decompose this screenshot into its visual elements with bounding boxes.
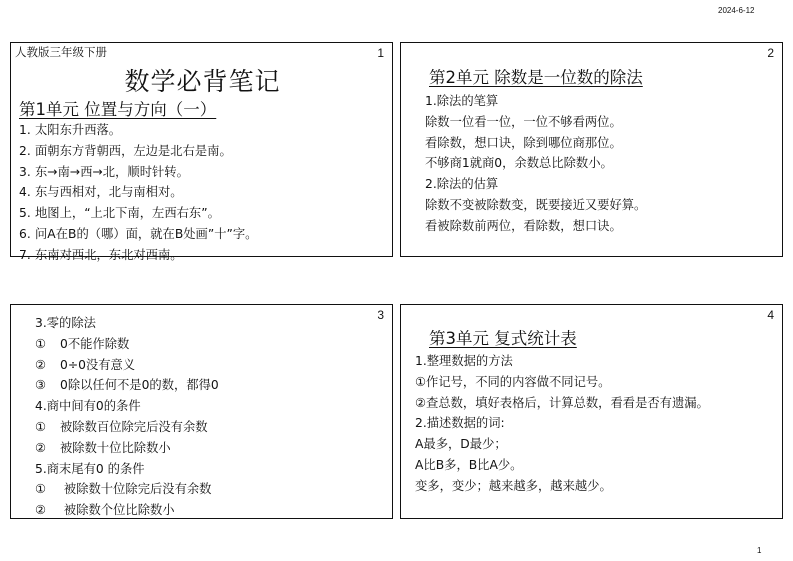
list-item <box>19 245 257 266</box>
line-text: 被除数十位比除数小 <box>60 440 171 455</box>
note-line: 除数不变被除数变，既要接近又要好算。 <box>425 197 647 212</box>
circled-number: ③ <box>35 378 47 393</box>
list-item <box>19 203 257 224</box>
textbook-tag: 人教版三年级下册 <box>15 45 107 59</box>
line-text: 0不能作除数 <box>60 336 130 351</box>
note-lines <box>35 313 219 521</box>
note-line <box>35 355 219 376</box>
note-line <box>35 313 219 334</box>
item-number: 6. <box>19 226 31 241</box>
note-line: 看被除数前两位，看除数，想口诀。 <box>425 218 622 233</box>
note-line: ①作记号，不同的内容做不同记号。 <box>415 374 611 389</box>
circled-number: ② <box>35 440 47 455</box>
line-text: 被除数百位除完后没有余数 <box>60 419 208 434</box>
note-line <box>35 479 219 500</box>
item-number: 2. <box>19 143 31 158</box>
note-line <box>35 375 219 396</box>
slide-4 <box>400 304 783 519</box>
slide-1 <box>10 42 393 262</box>
note-line: 1.整理数据的方法 <box>415 354 513 368</box>
note-line: ②查总数，填好表格后，计算总数，看看是否有遗漏。 <box>415 395 709 410</box>
line-text: 被除数十位除完后没有余数 <box>60 482 212 497</box>
note-line: 看除数，想口诀，除到哪位商那位。 <box>425 135 622 150</box>
note-line <box>35 438 219 459</box>
item-text: 问A在B的（哪）面，就在B处画”十”字。 <box>35 226 258 241</box>
item-text: 地图上，“上北下南，左西右东”。 <box>35 206 220 221</box>
note-lines <box>425 91 646 237</box>
item-text: 面朝东方背朝西，左边是北右是南。 <box>35 143 232 158</box>
note-line: 2.描述数据的词: <box>415 416 505 431</box>
item-number: 3. <box>19 164 31 179</box>
note-line: 变多，变少；越来越多，越来越少。 <box>415 478 612 493</box>
note-line <box>35 459 219 480</box>
line-text: 5.商末尾有0 的条件 <box>35 461 145 476</box>
list-item <box>19 141 257 162</box>
note-list <box>19 120 257 266</box>
item-text: 太阳东升西落。 <box>35 123 122 137</box>
note-line: 2.除法的估算 <box>425 177 499 192</box>
line-text: 4.商中间有0的条件 <box>35 399 141 414</box>
note-line: A最多，D最少； <box>415 437 507 452</box>
item-text: 东南对西北，东北对西南。 <box>35 247 183 262</box>
item-number: 4. <box>19 185 31 200</box>
item-text: 东与西相对，北与南相对。 <box>35 185 183 200</box>
line-text: 0除以任何不是0的数，都得0 <box>60 378 219 393</box>
list-item <box>19 182 257 203</box>
slide-number: 1 <box>377 46 384 60</box>
note-line <box>35 334 219 355</box>
slide-number: 2 <box>767 46 774 60</box>
item-number: 1. <box>19 123 31 137</box>
item-number: 7. <box>19 247 31 262</box>
list-item <box>19 162 257 183</box>
slide-number: 4 <box>767 308 774 322</box>
unit-title: 第2单元 除数是一位数的除法 <box>429 68 643 87</box>
unit-title: 第3单元 复式统计表 <box>429 329 577 348</box>
slide-number: 3 <box>377 308 384 322</box>
list-item <box>19 120 257 141</box>
circled-number: ② <box>35 503 47 518</box>
note-line: 1.除法的笔算 <box>425 94 499 108</box>
circled-number: ① <box>35 482 47 497</box>
note-lines <box>415 351 709 497</box>
circled-number: ② <box>35 357 47 372</box>
note-line: 除数一位看一位，一位不够看两位。 <box>425 114 622 129</box>
unit-title: 第1单元 位置与方向（一） <box>19 100 217 119</box>
header-date: 2024-6-12 <box>718 6 755 15</box>
page-number: 1 <box>757 546 762 555</box>
note-line <box>35 500 219 521</box>
note-line <box>35 417 219 438</box>
item-number: 5. <box>19 206 31 221</box>
slide-2 <box>400 42 783 257</box>
line-text: 3.零的除法 <box>35 316 96 330</box>
list-item <box>19 224 257 245</box>
circled-number: ① <box>35 419 47 434</box>
notes-title: 数学必背笔记 <box>124 67 281 96</box>
note-line <box>35 396 219 417</box>
slide-3 <box>10 304 393 519</box>
line-text: 0÷0没有意义 <box>60 357 136 372</box>
note-line: A比B多，B比A少。 <box>415 457 523 472</box>
line-text: 被除数个位比除数小 <box>60 503 175 518</box>
circled-number: ① <box>35 336 47 351</box>
note-line: 不够商1就商0，余数总比除数小。 <box>425 156 613 171</box>
item-text: 东→南→西→北，顺时针转。 <box>35 164 189 179</box>
